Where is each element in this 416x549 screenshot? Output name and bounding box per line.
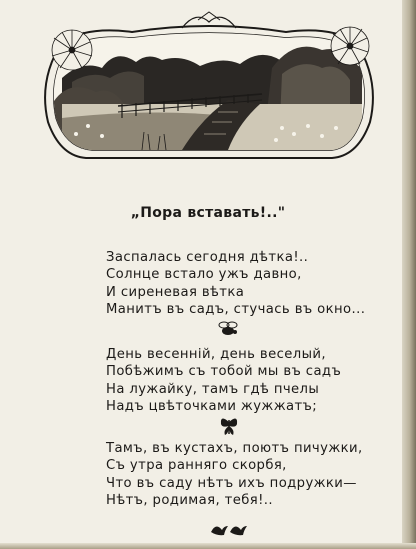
page-edge-bottom xyxy=(0,543,416,549)
poem-line: День весенній, день веселый, xyxy=(106,347,326,362)
page-edge-shadow xyxy=(402,0,416,549)
dandelion-icon xyxy=(52,30,92,70)
poem-line: Съ утра ранняго скорбя, xyxy=(106,458,287,474)
poem-line: Манитъ въ садъ, стучась въ окно... xyxy=(106,301,366,317)
butterfly-icon xyxy=(218,414,240,438)
poem-line: Заспалась сегодня дѣтка!.. xyxy=(106,250,309,265)
stanza-2 xyxy=(106,346,406,415)
poem-line: Солнце встало ужъ давно, xyxy=(106,267,302,283)
poem-line: Надъ цвѣточками жужжатъ; xyxy=(106,398,318,414)
stanza-1 xyxy=(106,249,406,318)
poem-line: На лужайку, тамъ гдѣ пчелы xyxy=(106,381,320,397)
poem-line: Побѣжимъ съ тобой мы въ садъ xyxy=(106,364,342,380)
bee-icon xyxy=(216,320,240,338)
poem-line: Тамъ, въ кустахъ, поютъ пичужки, xyxy=(106,441,363,456)
poem-line: Нѣтъ, родимая, тебя!.. xyxy=(106,492,273,508)
birds-icon xyxy=(208,518,250,538)
stanza-3 xyxy=(106,440,406,509)
poem-line: Что въ саду нѣтъ ихъ подружки— xyxy=(106,475,357,491)
poem-title: „Пора вставать!.." xyxy=(130,205,286,221)
poem-line: И сиреневая вѣтка xyxy=(106,284,245,300)
landscape-vignette xyxy=(32,8,386,160)
